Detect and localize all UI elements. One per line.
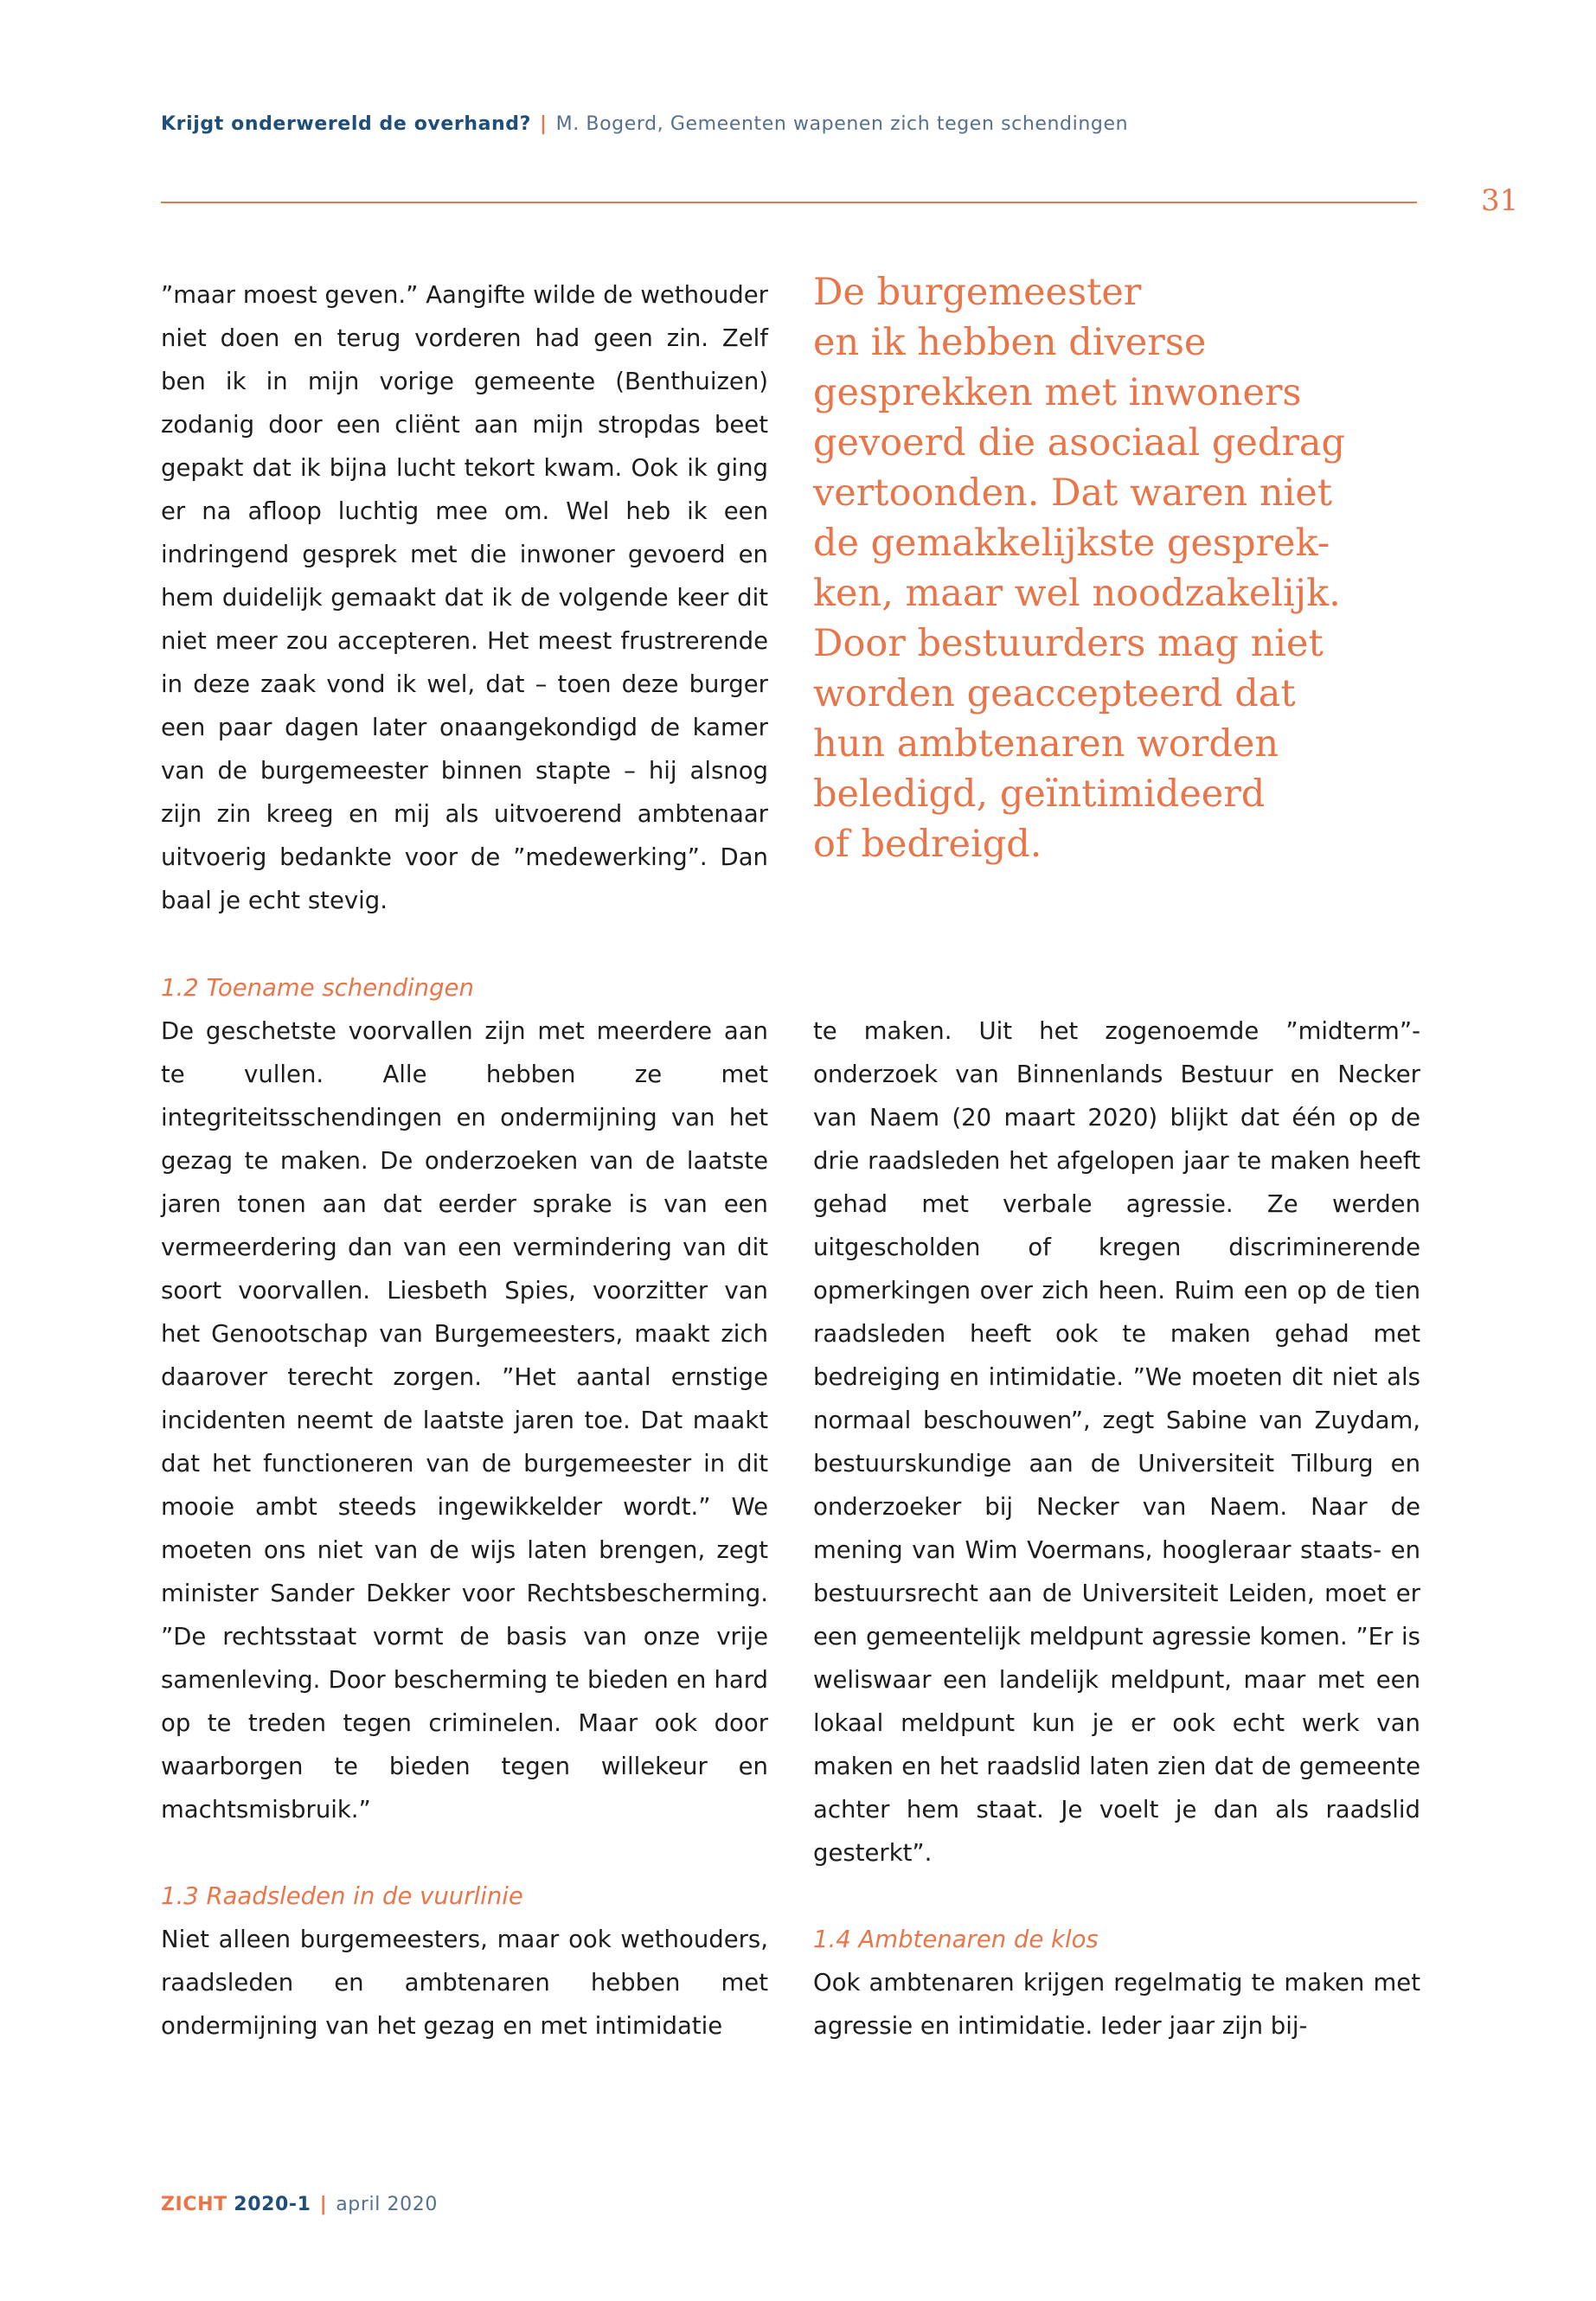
- pull-quote-line: gevoerd die asociaal gedrag: [813, 421, 1346, 465]
- section-heading-1-2: 1.2 Toename schendingen: [161, 974, 474, 1002]
- pull-quote: [813, 267, 1436, 869]
- pull-quote-line: beledigd, geïntimideerd: [813, 772, 1266, 816]
- section-1-2-body: De geschetste voorvallen zijn met meerdere aan te vullen. Alle hebben ze met integriteitsschendingen en ondermijning van het gezag te maken. De onderzoeken van de laatste jaren tonen aan dat eerder sprake is van een vermeerdering dan van een vermindering van dit soort voorvallen. Liesbeth Spies, voorzitter van het Genootschap van Burgemeesters, maakt zich daarover terecht zorgen. ”Het aantal ernstige incidenten neemt de laatste jaren toe. Dat maakt dat het functioneren van de burgemeester in dit mooie ambt steeds ingewikkelder wordt.” We moeten ons niet van de wijs laten brengen, zegt minister Sander Dekker voor Rechtsbescherming. ”De rechtsstaat vormt de basis van onze vrije samenleving. Door bescherming te bieden en hard op te treden tegen criminelen. Maar ook door waarborgen te bieden tegen willekeur en machtsmisbruik.”: [161, 1017, 768, 1823]
- pull-quote-line: hun ambtenaren worden: [813, 722, 1279, 766]
- pull-quote-line: worden geaccepteerd dat: [813, 672, 1296, 715]
- intro-paragraph: ”maar moest geven.” Aangifte wilde de wethouder niet doen en terug vorderen had geen zin. Zelf ben ik in mijn vorige gemeente (Benthuizen) zodanig door een cliënt aan mijn stropdas beet gepakt dat ik bijna lucht tekort kwam. Ook ik ging er na afloop luchtig mee om. Wel heb ik een indringend gesprek met die inwoner gevoerd en hem duidelijk gemaakt dat ik de volgende keer dit niet meer zou accepteren. Het meest frustrerende in deze zaak vond ik wel, dat – toen deze burger een paar dagen later onaangekondigd de kamer van de burgemeester binnen stapte – hij alsnog zijn zin kreeg en mij als uitvoerend ambtenaar uitvoerig bedankte voor de ”medewerking”. Dan baal je echt stevig.: [161, 281, 768, 914]
- footer-magazine: ZICHT: [161, 2194, 228, 2215]
- section-heading-1-3: 1.3 Raadsleden in de vuurlinie: [161, 1882, 523, 1910]
- left-column: [161, 966, 768, 2048]
- running-head-separator: |: [540, 113, 548, 135]
- header-rule: [161, 202, 1417, 203]
- footer-date: april 2020: [336, 2194, 438, 2215]
- page-number: 31: [1481, 183, 1519, 218]
- pull-quote-line: vertoonden. Dat waren niet: [813, 471, 1333, 515]
- section-heading-1-4: 1.4 Ambtenaren de klos: [813, 1926, 1099, 1953]
- intro-column: [161, 273, 768, 922]
- right-column: [813, 1009, 1420, 2048]
- running-head-author: M. Bogerd, Gemeenten wapenen zich tegen schendingen: [555, 113, 1129, 135]
- pull-quote-line: Door bestuurders mag niet: [813, 622, 1324, 665]
- pull-quote-line: De burgemeester: [813, 271, 1142, 314]
- footer-separator: |: [319, 2194, 328, 2215]
- section-1-3-body-right: te maken. Uit het zogenoemde ”midterm”-onderzoek van Binnenlands Bestuur en Necker van Naem (20 maart 2020) blijkt dat één op de drie raadsleden het afgelopen jaar te maken heeft gehad met verbale agressie. Ze werden uitgescholden of kregen discriminerende opmerkingen over zich heen. Ruim een op de tien raadsleden heeft ook te maken gehad met bedreiging en intimidatie. ”We moeten dit niet als normaal beschouwen”, zegt Sabine van Zuydam, bestuurskundige aan de Universiteit Tilburg en onderzoeker bij Necker van Naem. Naar de mening van Wim Voermans, hoogleraar staats- en bestuursrecht aan de Universiteit Leiden, moet er een gemeentelijk meldpunt agressie komen. ”Er is weliswaar een landelijk meldpunt, maar met een lokaal meldpunt kun je er ook echt werk van maken en het raadslid laten zien dat de gemeente achter hem staat. Je voelt je dan als raadslid gesterkt”.: [813, 1017, 1420, 1867]
- footer-issue: 2020-1: [234, 2194, 311, 2215]
- pull-quote-line: de gemakkelijkste gesprek-: [813, 522, 1330, 565]
- section-1-3-body-left: Niet alleen burgemeesters, maar ook wethouders, raadsleden en ambtenaren hebben met ondermijning van het gezag en met intimidatie: [161, 1926, 768, 2040]
- running-head: [161, 113, 1424, 135]
- running-head-title: Krijgt onderwereld de overhand?: [161, 113, 531, 135]
- pull-quote-line: of bedreigd.: [813, 823, 1042, 866]
- pull-quote-line: gesprekken met inwoners: [813, 371, 1302, 414]
- footer: [161, 2194, 438, 2215]
- section-1-4-body: Ook ambtenaren krijgen regelmatig te maken met agressie en intimidatie. Ieder jaar zijn bij-: [813, 1969, 1420, 2040]
- pull-quote-line: ken, maar wel noodzakelijk.: [813, 572, 1341, 615]
- pull-quote-line: en ik hebben diverse: [813, 321, 1207, 364]
